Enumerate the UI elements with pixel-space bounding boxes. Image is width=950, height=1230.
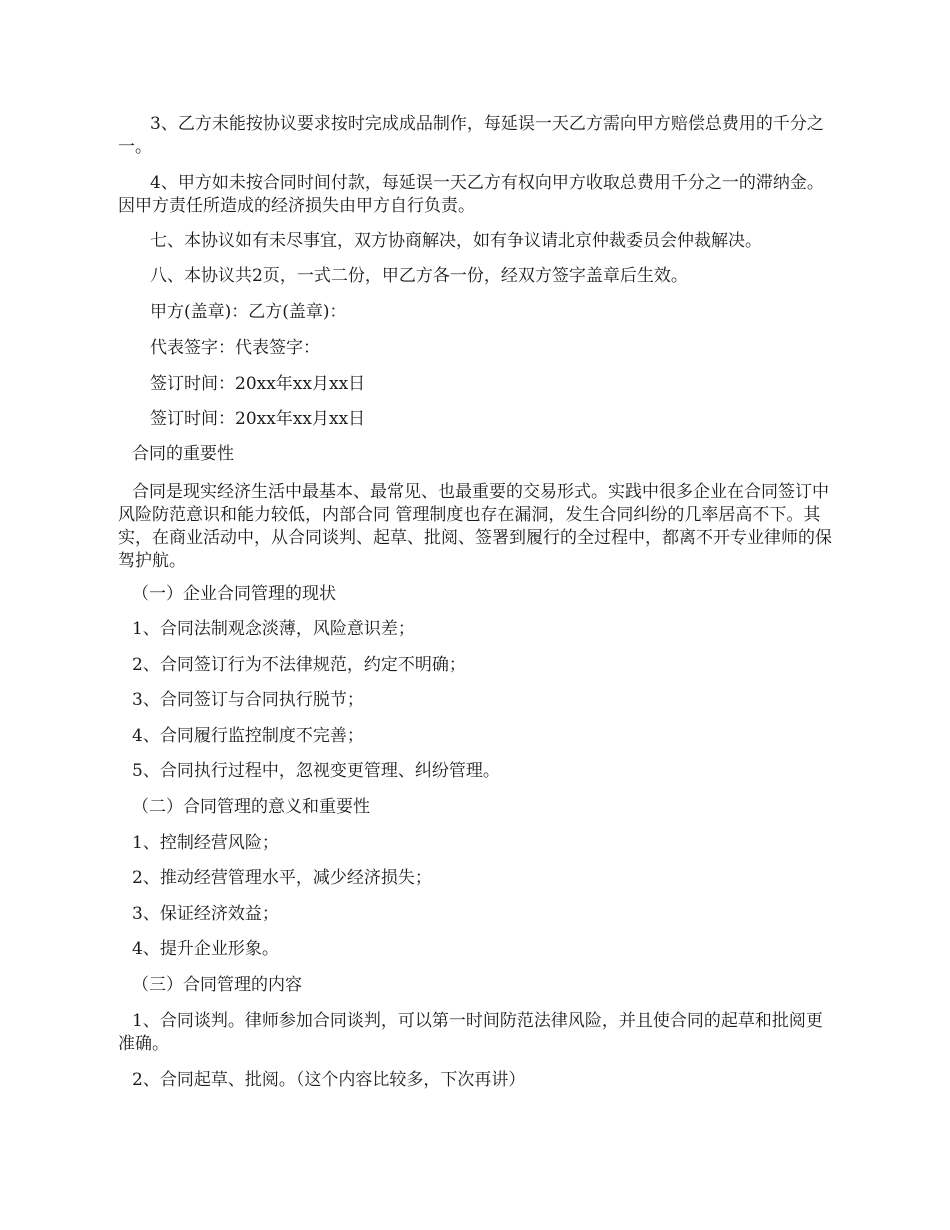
paragraph-article-7: 七、本协议如有未尽事宜，双方协商解决，如有争议请北京仲裁委员会仲裁解决。: [150, 231, 762, 251]
signature-representative-line: 代表签字：代表签字：: [150, 338, 320, 358]
subheading-significance: （二）合同管理的意义和重要性: [132, 797, 370, 817]
paragraph-clause-3: 3、乙方未能按协议要求按时完成成品制作，每延误一天乙方需向甲方赔偿总费用的千分之一。: [118, 114, 824, 157]
subheading-current-status: （一）企业合同管理的现状: [132, 584, 336, 604]
paragraph-importance-body: 合同是现实经济生活中最基本、最常见、也最重要的交易形式。实践中很多企业在合同签订中 风险防范意识和能力较低，内部合同 管理制度也存在漏洞，发生合同纠纷的几率居高不下。其实，在商业活动中，从合同谈判、起草、批阅、签署到履行的全过程中，都离不开专业律师的保驾护航。: [118, 482, 832, 571]
list-item: 4、合同履行监控制度不完善；: [132, 726, 364, 746]
subheading-contents: （三）合同管理的内容: [132, 975, 302, 995]
signature-party-line: 甲方(盖章)：乙方(盖章)：: [150, 302, 347, 322]
section-heading-importance: 合同的重要性: [132, 444, 234, 464]
signing-date-line: 签订时间：20xx年xx月xx日: [150, 409, 366, 429]
list-item: 4、提升企业形象。: [132, 939, 279, 959]
list-item: 2、合同起草、批阅。（这个内容比较多，下次再讲）: [132, 1070, 526, 1090]
list-item: 3、合同签订与合同执行脱节；: [132, 690, 364, 710]
list-item: 3、保证经济效益；: [132, 904, 279, 924]
paragraph-article-8: 八、本协议共2页，一式二份，甲乙方各一份，经双方签字盖章后生效。: [150, 266, 688, 286]
list-item: 5、合同执行过程中，忽视变更管理、纠纷管理。: [132, 761, 500, 781]
list-item: 2、合同签订行为不法律规范，约定不明确；: [132, 655, 466, 675]
paragraph-clause-4: 4、甲方如未按合同时间付款，每延误一天乙方有权向甲方收取总费用千分之一的滞纳金。因甲方责任所造成的经济损失由甲方自行负责。: [118, 173, 824, 216]
list-item: 1、合同谈判。律师参加合同谈判，可以第一时间防范法律风险，并且使合同的起草和批阅更准确。: [118, 1011, 823, 1054]
list-item: 2、推动经营管理水平，减少经济损失；: [132, 868, 432, 888]
signing-date-line: 签订时间：20xx年xx月xx日: [150, 374, 366, 394]
list-item: 1、控制经营风险；: [132, 833, 279, 853]
list-item: 1、合同法制观念淡薄，风险意识差；: [132, 619, 415, 639]
